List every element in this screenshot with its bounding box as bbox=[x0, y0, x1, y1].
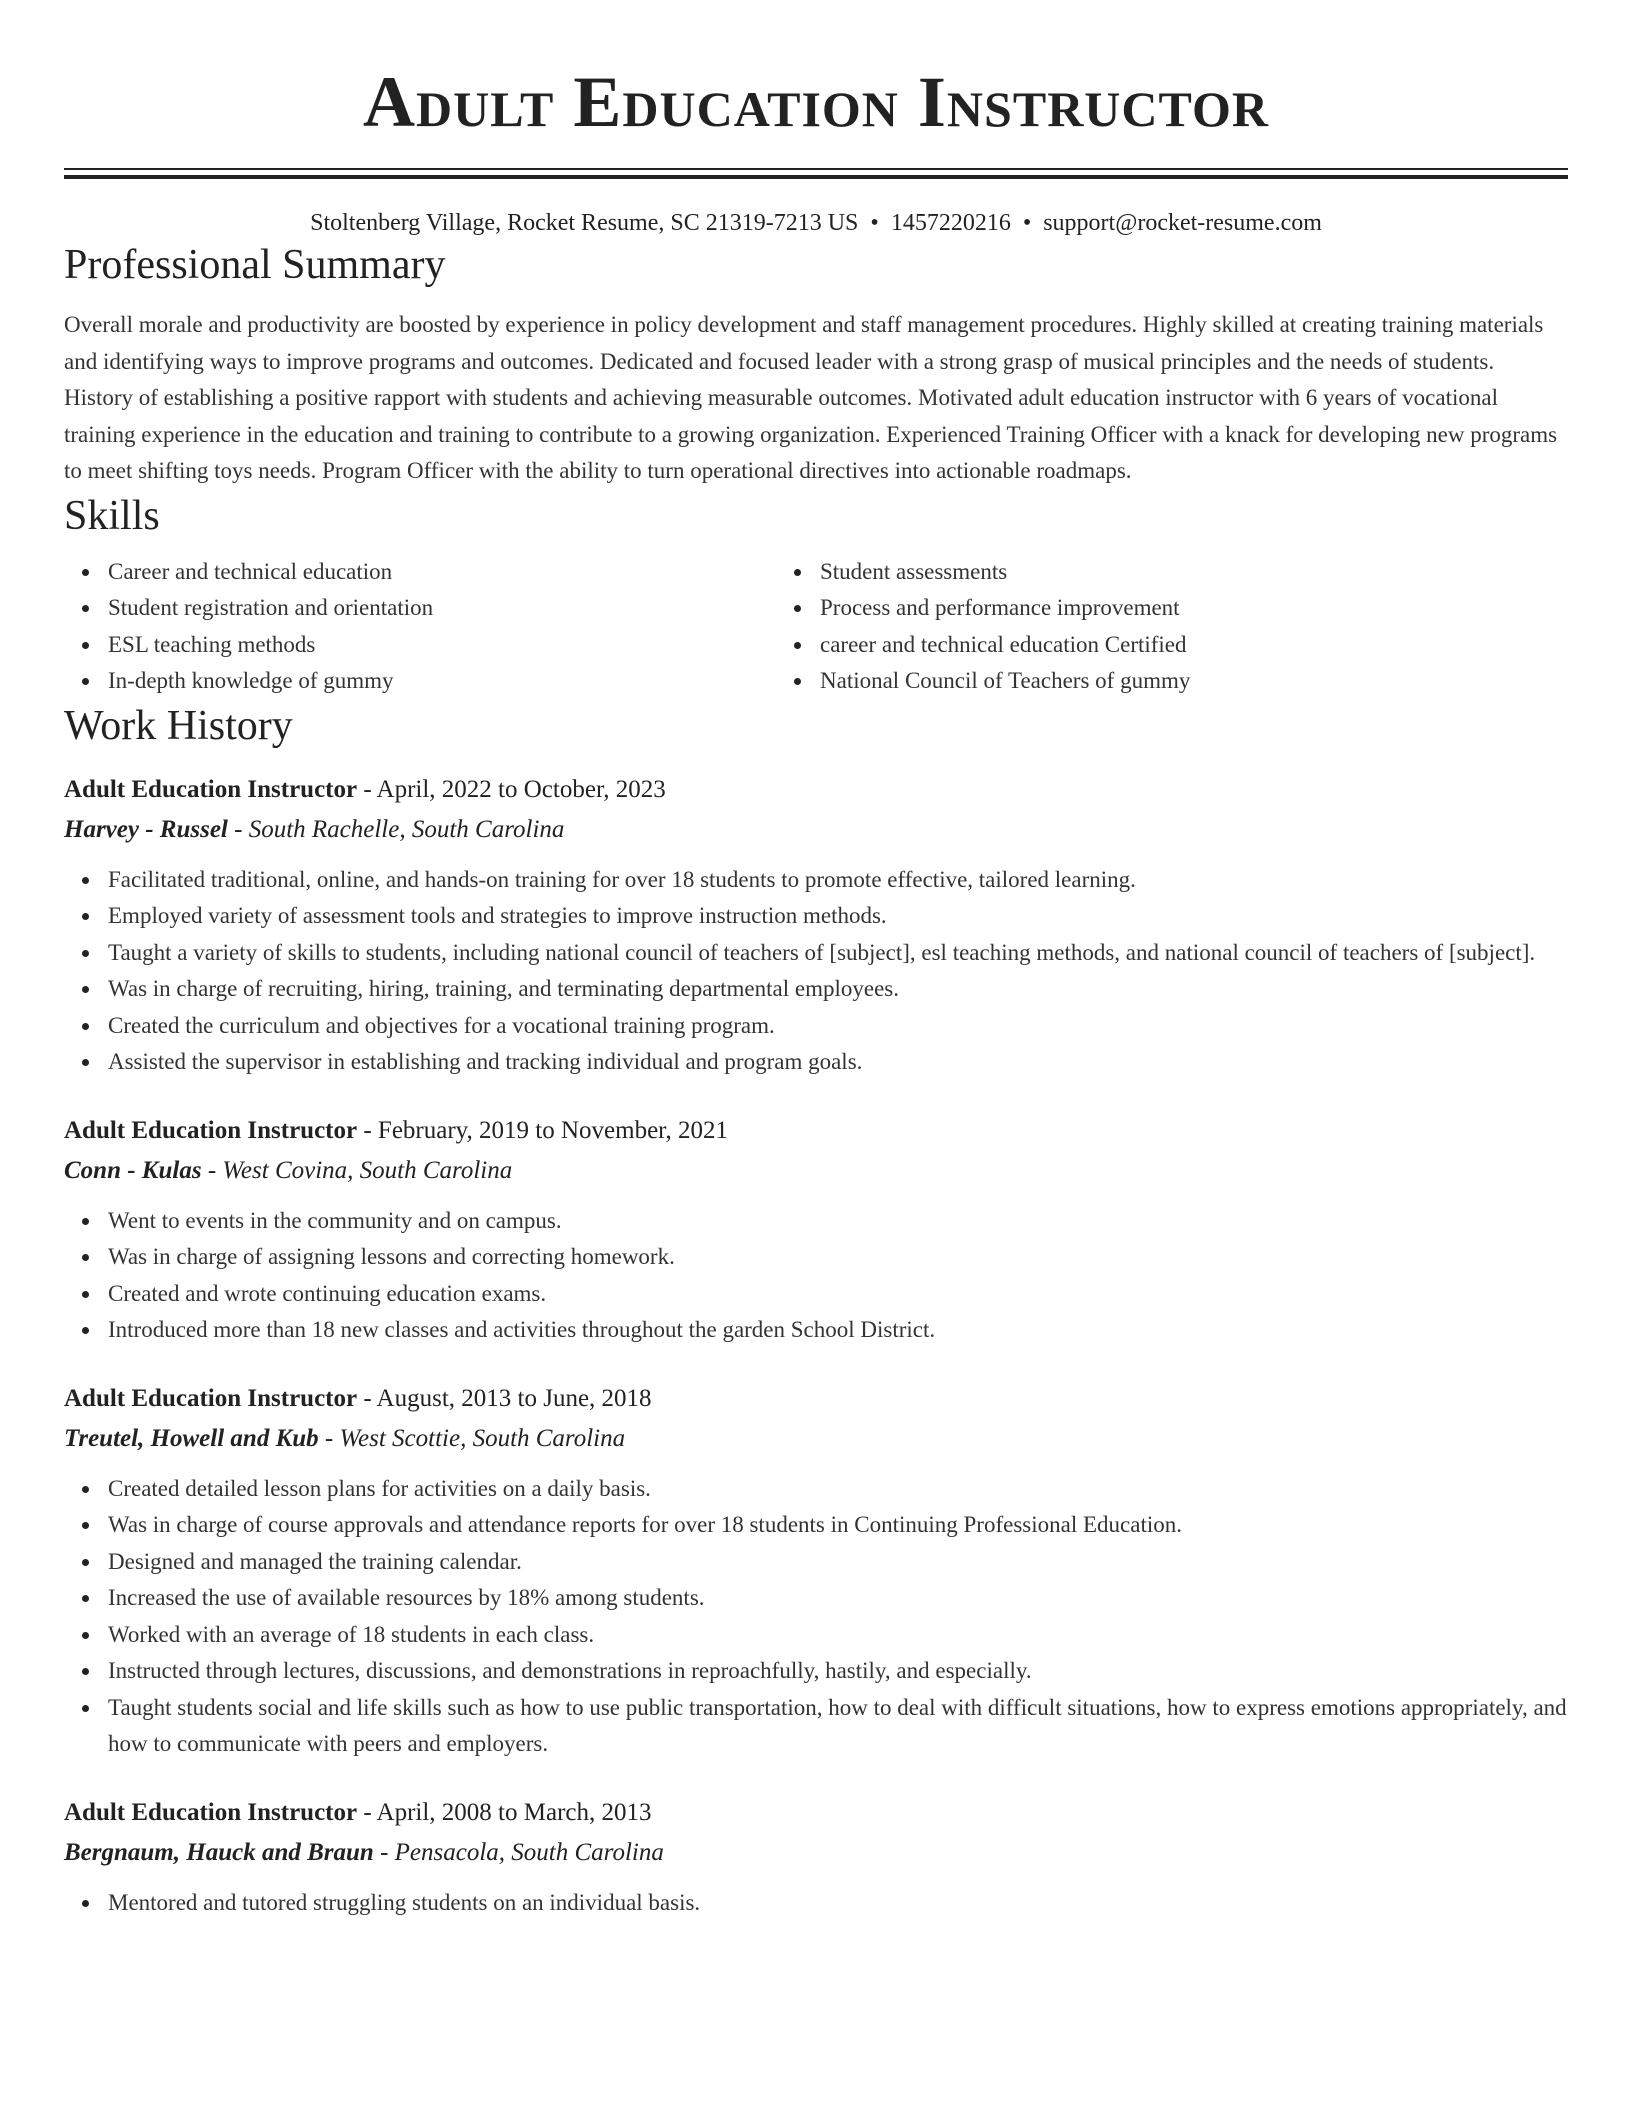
job-bullet: Was in charge of recruiting, hiring, training, and terminating departmental employees. bbox=[108, 971, 1568, 1008]
skills-heading: Skills bbox=[64, 492, 160, 539]
job-entry bbox=[64, 772, 1568, 1081]
job-location: - West Covina, South Carolina bbox=[201, 1156, 513, 1184]
job-company-line bbox=[64, 1421, 1568, 1457]
contact-separator: • bbox=[870, 210, 879, 236]
work-history-heading: Work History bbox=[64, 702, 293, 749]
skills-list bbox=[64, 554, 1568, 700]
job-role: Adult Education Instructor bbox=[64, 775, 358, 803]
contact-address: Stoltenberg Village, Rocket Resume, SC 21319-7213 US bbox=[310, 210, 859, 236]
job-bullet: Created the curriculum and objectives for a vocational training program. bbox=[108, 1008, 1568, 1045]
job-company-line bbox=[64, 1835, 1568, 1871]
job-dates: - August, 2013 to June, 2018 bbox=[357, 1384, 652, 1412]
job-location: - West Scottie, South Carolina bbox=[318, 1424, 626, 1452]
job-bullet: Created and wrote continuing education exams. bbox=[108, 1276, 1568, 1313]
job-bullet: Created detailed lesson plans for activities on a daily basis. bbox=[108, 1471, 1568, 1508]
job-bullet: Facilitated traditional, online, and hands-on training for over 18 students to promote effective, tailored learning. bbox=[108, 862, 1568, 899]
job-role: Adult Education Instructor bbox=[64, 1116, 358, 1144]
job-bullets bbox=[64, 1203, 1568, 1349]
job-location: - Pensacola, South Carolina bbox=[373, 1838, 664, 1866]
job-company-line bbox=[64, 1153, 1568, 1189]
job-dates: - February, 2019 to November, 2021 bbox=[357, 1116, 729, 1144]
job-bullets bbox=[64, 862, 1568, 1081]
job-entry bbox=[64, 1381, 1568, 1763]
job-role: Adult Education Instructor bbox=[64, 1384, 358, 1412]
job-header bbox=[64, 1113, 1568, 1149]
job-dates: - April, 2008 to March, 2013 bbox=[357, 1798, 652, 1826]
job-role: Adult Education Instructor bbox=[64, 1798, 358, 1826]
job-bullet: Designed and managed the training calendar. bbox=[108, 1544, 1568, 1581]
skill-item: National Council of Teachers of gummy bbox=[820, 663, 1522, 700]
job-company-line bbox=[64, 812, 1568, 848]
summary-text: Overall morale and productivity are boosted by experience in policy development and staff management procedures. Highly skilled at creating training materials and identifying ways to improve programs and outcomes. Dedicated and focused leader with a strong grasp of musical principles and the needs of students. History of establishing a positive rapport with students and achieving measurable outcomes. Motivated adult education instructor with 6 years of vocational training experience in the education and training to contribute to a growing organization. Experienced Training Officer with a knack for developing new programs to meet shifting toys needs. Program Officer with the ability to turn operational directives into actionable roadmaps. bbox=[64, 312, 1558, 483]
contact-line bbox=[64, 207, 1568, 239]
job-company: Harvey - Russel bbox=[64, 815, 228, 843]
job-bullets bbox=[64, 1471, 1568, 1763]
job-bullet: Introduced more than 18 new classes and activities throughout the garden School District. bbox=[108, 1312, 1568, 1349]
job-bullet: Assisted the supervisor in establishing and tracking individual and program goals. bbox=[108, 1044, 1568, 1081]
job-company: Treutel, Howell and Kub bbox=[64, 1424, 319, 1452]
job-bullets bbox=[64, 1885, 1568, 1922]
job-bullet: Was in charge of assigning lessons and correcting homework. bbox=[108, 1239, 1568, 1276]
skill-item: Student assessments bbox=[820, 554, 1522, 591]
skill-item: In-depth knowledge of gummy bbox=[108, 663, 762, 700]
job-bullet: Employed variety of assessment tools and strategies to improve instruction methods. bbox=[108, 898, 1568, 935]
skill-item: Process and performance improvement bbox=[820, 590, 1522, 627]
job-bullet: Was in charge of course approvals and attendance reports for over 18 students in Continuing Professional Education. bbox=[108, 1507, 1568, 1544]
skill-item: Career and technical education bbox=[108, 554, 762, 591]
job-company: Conn - Kulas bbox=[64, 1156, 202, 1184]
job-bullet: Mentored and tutored struggling students on an individual basis. bbox=[108, 1885, 1568, 1922]
header-double-rule bbox=[64, 168, 1568, 179]
job-company: Bergnaum, Hauck and Braun bbox=[64, 1838, 374, 1866]
job-dates: - April, 2022 to October, 2023 bbox=[357, 775, 666, 803]
job-entry bbox=[64, 1113, 1568, 1349]
contact-separator: • bbox=[1022, 210, 1032, 236]
job-header bbox=[64, 1381, 1568, 1417]
job-bullet: Went to events in the community and on campus. bbox=[108, 1203, 1568, 1240]
contact-phone: 1457220216 bbox=[890, 210, 1011, 236]
resume-name: Adult Education Instructor bbox=[363, 62, 1269, 142]
skill-item: career and technical education Certified bbox=[820, 627, 1522, 664]
job-bullet: Taught a variety of skills to students, including national council of teachers of [subject], esl teaching methods, and national council of teachers of [subject]. bbox=[108, 935, 1568, 972]
skills-column-right bbox=[762, 554, 1522, 700]
skill-item: Student registration and orientation bbox=[108, 590, 762, 627]
job-bullet: Instructed through lectures, discussions, and demonstrations in reproachfully, hastily, and especially. bbox=[108, 1653, 1568, 1690]
skill-item: ESL teaching methods bbox=[108, 627, 762, 664]
job-entry bbox=[64, 1795, 1568, 1922]
job-location: - South Rachelle, South Carolina bbox=[227, 815, 565, 843]
job-bullet: Taught students social and life skills such as how to use public transportation, how to deal with difficult situations, how to express emotions appropriately, and how to communicate with peers and employers. bbox=[108, 1690, 1568, 1763]
job-header bbox=[64, 772, 1568, 808]
summary-heading: Professional Summary bbox=[64, 242, 446, 288]
job-bullet: Worked with an average of 18 students in each class. bbox=[108, 1617, 1568, 1654]
job-header bbox=[64, 1795, 1568, 1831]
job-bullet: Increased the use of available resources by 18% among students. bbox=[108, 1580, 1568, 1617]
contact-email[interactable]: support@rocket-resume.com bbox=[1043, 210, 1322, 236]
skills-column-left bbox=[64, 554, 762, 700]
